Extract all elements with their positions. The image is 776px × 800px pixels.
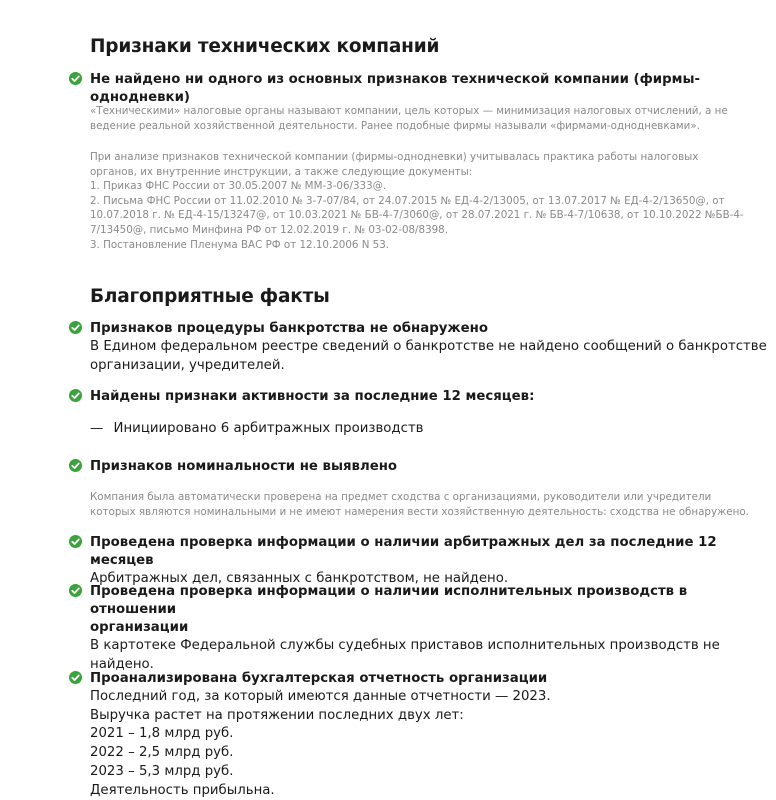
section-title-favorable: Благоприятные факты xyxy=(90,286,330,307)
check-title: Проанализирована бухгалтерская отчетность организации xyxy=(90,671,548,686)
check-icon xyxy=(69,72,82,85)
check-item-enforcement xyxy=(90,583,776,674)
check-icon xyxy=(69,459,82,472)
check-title: Проведена проверка информации о наличии арбитражных дел за последние 12 месяцев xyxy=(90,535,717,568)
check-icon xyxy=(69,584,82,597)
check-item-bankruptcy xyxy=(90,320,767,375)
check-icon xyxy=(69,535,82,548)
check-text: Последний год, за который имеются данные отчетности — 2023. xyxy=(90,689,551,704)
check-title: Признаков номинальности не выявлено xyxy=(90,459,398,474)
check-text: 2022 – 2,5 млрд руб. xyxy=(90,745,234,761)
check-text: 2023 – 5,3 млрд руб. xyxy=(90,763,234,779)
check-item-arbitration xyxy=(90,534,776,589)
check-text: Деятельность прибыльна. xyxy=(90,782,275,798)
check-text: В Едином федеральном реестре сведений о банкротстве не найдено сообщений о банкротстве xyxy=(90,339,767,354)
check-title: Найдены признаки активности за последние 12 месяцев: xyxy=(90,389,535,404)
check-icon xyxy=(69,671,82,684)
tech-note-2: При анализе признаков технической компании (фирмы-однодневки) учитывалась практика работы налоговых органов, их внутренние инструкции, а также следующие документы: 1. Приказ ФНС России от 30.05.2007 № ММ-3-06/333@. 2. Письма ФНС России от 11.02.2010 № 3-7-07/84, от 24.07.2015 № ЕД-4-2/13005, от 13.07.2017 № ЕД-4-2/13650@, от 10.07.2018 г. № ЕД-4-15/13247@, от 10.03.2021 № БВ-4-7/3060@, от 28.07.2021 г. № БВ-4-7/10638, от 10.10.2022 №БВ-4- 7/13450@, письмо Минфина РФ от 12.02.2019 г. № 03-02-08/8398. 3. Постановление Пленума ВАС РФ от 12.10.2006 N 53. xyxy=(90,151,744,251)
check-text: организации, учредителей. xyxy=(90,357,285,373)
check-text: Выручка растет на протяжении последних двух лет: xyxy=(90,707,464,723)
check-title: Не найдено ни одного из основных признаков технической компании (фирмы-однодневки) xyxy=(90,72,701,105)
check-icon xyxy=(69,389,82,402)
check-icon xyxy=(69,321,82,334)
check-item-nominal xyxy=(90,458,397,476)
check-text: найдено. xyxy=(90,656,154,672)
check-text: Арбитражных дел, связанных с банкротством, не найдено. xyxy=(90,571,509,586)
check-text: В картотеке Федеральной службы судебных приставов исполнительных производств не xyxy=(90,638,720,653)
check-item-accounting xyxy=(90,670,551,800)
tech-note-1: «Техническими» налоговые органы называют компании, цель которых — минимизация налоговых отчислений, а не ведение реальной хозяйственной деятельности. Ранее подобные фирмы называли «фирмами-однодневками». xyxy=(90,105,728,132)
check-item-activity xyxy=(90,388,534,406)
check-title: Проведена проверка информации о наличии исполнительных производств в отношении xyxy=(90,584,688,617)
activity-line xyxy=(90,420,424,438)
nominal-note: Компания была автоматически проверена на предмет сходства с организациями, руководители или учредители которых являются номинальными и не имеют намерения вести хозяйственную деятельность: сходства не обнаружено. xyxy=(90,491,749,518)
section-title-tech: Признаки технических компаний xyxy=(90,36,440,57)
check-text: 2021 – 1,8 млрд руб. xyxy=(90,726,234,742)
activity-text: Инициировано 6 арбитражных производств xyxy=(113,421,424,436)
dash: — xyxy=(90,421,104,436)
check-title: Признаков процедуры банкротства не обнаружено xyxy=(90,321,488,336)
check-item-tech xyxy=(90,71,776,107)
check-title: организации xyxy=(90,620,189,635)
